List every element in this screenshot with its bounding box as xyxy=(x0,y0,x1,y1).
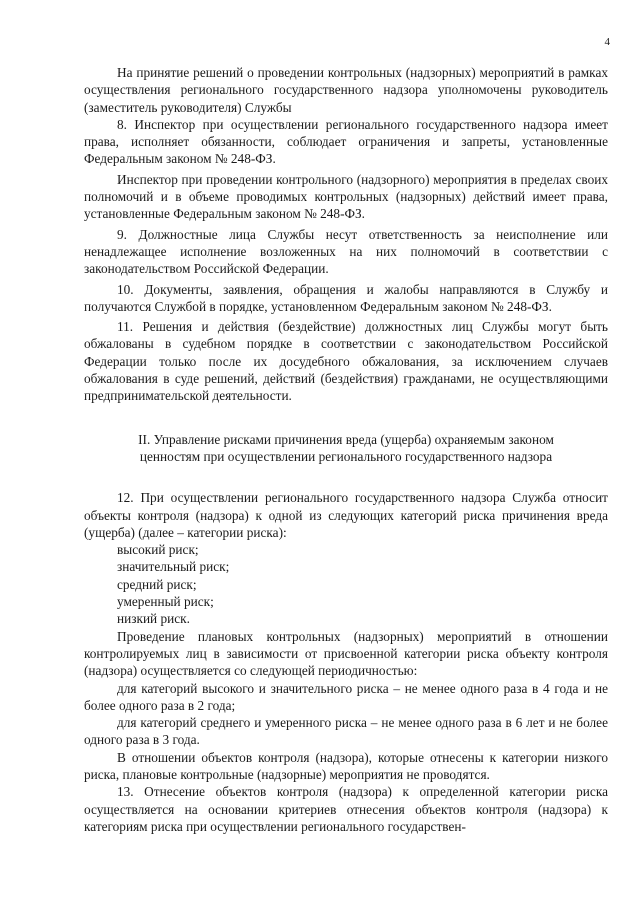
section-title xyxy=(84,431,608,466)
paragraph: для категорий высокого и значительного риска – не менее одного раза в 4 года и не более одного раза в 2 года; xyxy=(84,680,608,713)
section-title-line: II. Управление рисками причинения вреда (ущерба) охраняемым законом xyxy=(138,431,554,447)
paragraph-11: 11. Решения и действия (бездействие) должностных лиц Службы могут быть обжалованы в судебном порядке в соответствии с законодательством Российской Федерации только после их досудебного обжалования, за исключением случаев обжалования в суде решений, действий (бездействия) гражданами, не осуществляющими предпринимательской деятельности. xyxy=(84,319,608,404)
spacer xyxy=(84,465,608,489)
list-item: высокий риск; xyxy=(117,542,199,558)
list-item: низкий риск. xyxy=(117,611,190,627)
paragraph: Проведение плановых контрольных (надзорных) мероприятий в отношении контролируемых лиц в зависимости от присвоенной категории риска объекту контроля (надзора) осуществляется со следующей периодичностью: xyxy=(84,628,608,679)
paragraph-8: 8. Инспектор при осуществлении регионального государственного надзора имеет права, исполняет обязанности, соблюдает ограничения и запреты, установленные Федеральным законом № 248-ФЗ. xyxy=(84,116,608,167)
paragraph: Инспектор при проведении контрольного (надзорного) мероприятия в пределах своих полномочий и в объеме проводимых контрольных (надзорных) действий имеет права, установленные Федеральным законом № 248-ФЗ. xyxy=(84,171,608,222)
paragraph-13: 13. Отнесение объектов контроля (надзора) к определенной категории риска осуществляется на основании критериев отнесения объектов контроля (надзора) к категориям риска при осуществлении регионального государствен- xyxy=(84,784,608,834)
paragraph: для категорий среднего и умеренного риска – не менее одного раза в 6 лет и не более одного раза в 3 года. xyxy=(84,715,608,748)
document-body xyxy=(84,64,608,835)
paragraph-10: 10. Документы, заявления, обращения и жалобы направляются в Службу и получаются Службой в порядке, установленном Федеральным законом № 248-ФЗ. xyxy=(84,281,608,314)
risk-category-list xyxy=(84,541,608,627)
list-item: средний риск; xyxy=(117,576,197,592)
section-title-line: ценностям при осуществлении регионального государственного надзора xyxy=(139,448,553,464)
list-item: умеренный риск; xyxy=(117,594,214,610)
list-item: значительный риск; xyxy=(117,559,230,575)
page-number: 4 xyxy=(604,36,610,48)
paragraph-9: 9. Должностные лица Службы несут ответственность за неисполнение или ненадлежащее исполнение возложенных на них полномочий в соответствии с законодательством Российской Федерации. xyxy=(84,226,608,277)
paragraph: На принятие решений о проведении контрольных (надзорных) мероприятий в рамках осуществления регионального государственного надзора уполномочены руководитель (заместитель руководителя) Службы xyxy=(84,65,608,115)
paragraph: В отношении объектов контроля (надзора), которые отнесены к категории низкого риска, плановые контрольные (надзорные) мероприятия не проводятся. xyxy=(84,749,608,782)
paragraph-12: 12. При осуществлении регионального государственного надзора Служба относит объекты контроля (надзора) к одной из следующих категорий риска причинения вреда (ущерба) (далее – категории риска): xyxy=(84,490,608,540)
